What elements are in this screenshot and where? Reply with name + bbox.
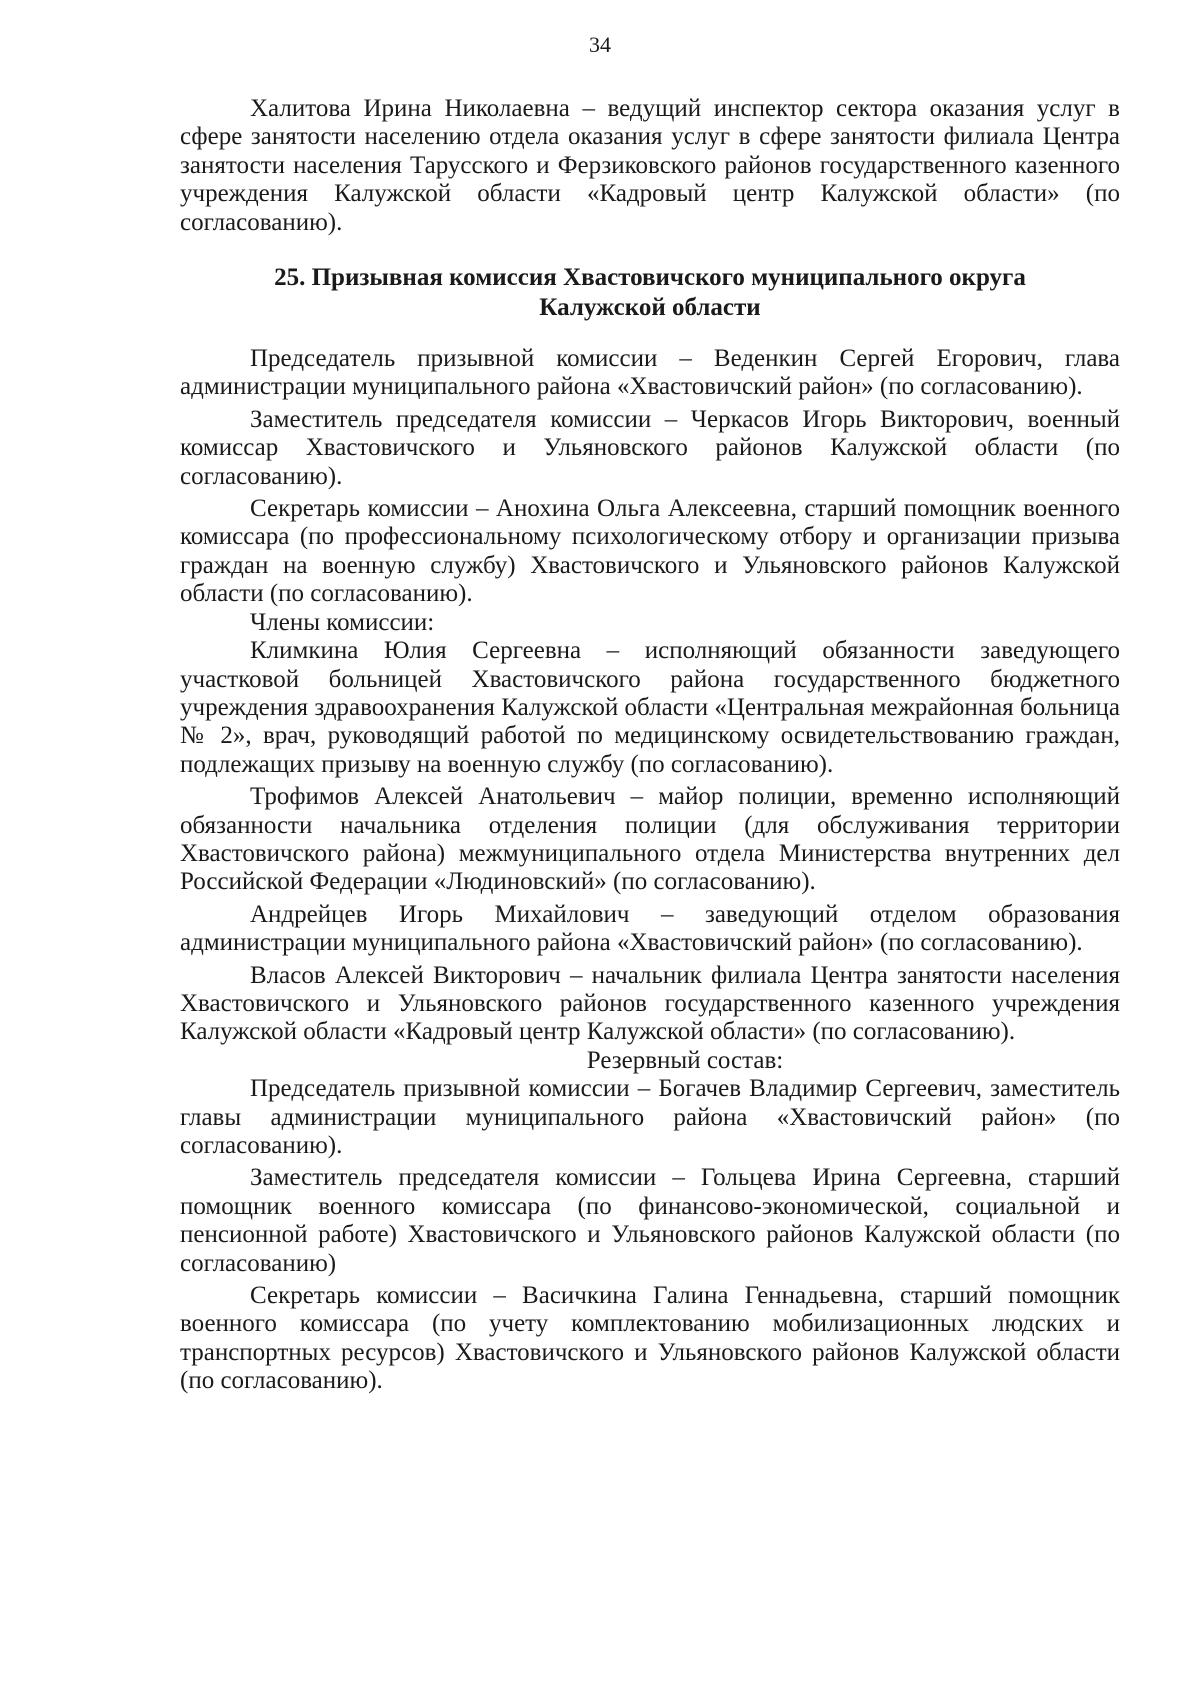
section-title-line1: 25. Призывная комиссия Хвастовичского муниципального округа [274,264,1026,292]
page-number: 34 [589,32,611,57]
member-paragraph: Андрейцев Игорь Михайлович – заведующий отделом образования администрации муниципального района «Хвастовичский район» (по согласованию). [180,900,1120,957]
intro-paragraph: Халитова Ирина Николаевна – ведущий инспектор сектора оказания услуг в сфере занятости населению отдела оказания услуг в сфере занятости филиала Центра занятости населения Тарусского и Ферзиковского районов государственного казенного учреждения Калужской области «Кадровый центр Калужской области» (по согласованию). [180,95,1120,236]
member-paragraph: Климкина Юлия Сергеевна – исполняющий обязанности заведующего участковой больницей Хвастовичского района государственного бюджетного учреждения здравоохранения Калужской области «Центральная межрайонная больница № 2», врач, руководящий работой по медицинскому освидетельствованию граждан, подлежащих призыву на военную службу (по согласованию). [180,637,1120,778]
reserve-paragraph: Заместитель председателя комиссии – Гольцева Ирина Сергеевна, старший помощник военного комиссара (по финансово-экономической, социальной и пенсионной работе) Хвастовичского и Ульяновского районов Калужской области (по согласованию) [180,1164,1120,1277]
secretary-paragraph: Секретарь комиссии – Анохина Ольга Алексеевна, старший помощник военного комиссара (по профессиональному психологическому отбору и организации призыва граждан на военную службу) Хвастовичского и Ульяновского районов Калужской области (по согласованию). [180,495,1120,608]
member-paragraph: Власов Алексей Викторович – начальник филиала Центра занятости населения Хвастовичского и Ульяновского районов государственного казенного учреждения Калужской области «Кадровый центр Калужской области» (по согласованию). [180,961,1120,1046]
reserve-paragraph: Секретарь комиссии – Васичкина Галина Геннадьевна, старший помощник военного комиссара (по учету комплектованию мобилизационных людских и транспортных ресурсов) Хвастовичского и Ульяновского районов Калужской области (по согласованию). [180,1282,1120,1395]
deputy-paragraph: Заместитель председателя комиссии – Черкасов Игорь Викторович, военный комиссар Хвастовичского и Ульяновского районов Калужской области (по согласованию). [180,405,1120,490]
section-title-line2: Калужской области [539,294,761,322]
member-paragraph: Трофимов Алексей Анатольевич – майор полиции, временно исполняющий обязанности начальника отделения полиции (для обслуживания территории Хвастовичского района) межмуниципального отдела Министерства внутренних дел Российской Федерации «Людиновский» (по согласованию). [180,783,1120,896]
reserve-paragraph: Председатель призывной комиссии – Богачев Владимир Сергеевич, заместитель главы администрации муниципального района «Хвастовичский район» (по согласованию). [180,1075,1120,1159]
members-label: Члены комиссии: [250,608,435,636]
chairman-paragraph: Председатель призывной комиссии – Веденкин Сергей Егорович, глава администрации муниципального района «Хвастовичский район» (по согласованию). [180,345,1120,401]
document-body [180,95,1120,1396]
section-heading [180,263,1120,323]
reserve-label: Резервный состав: [586,1046,784,1074]
